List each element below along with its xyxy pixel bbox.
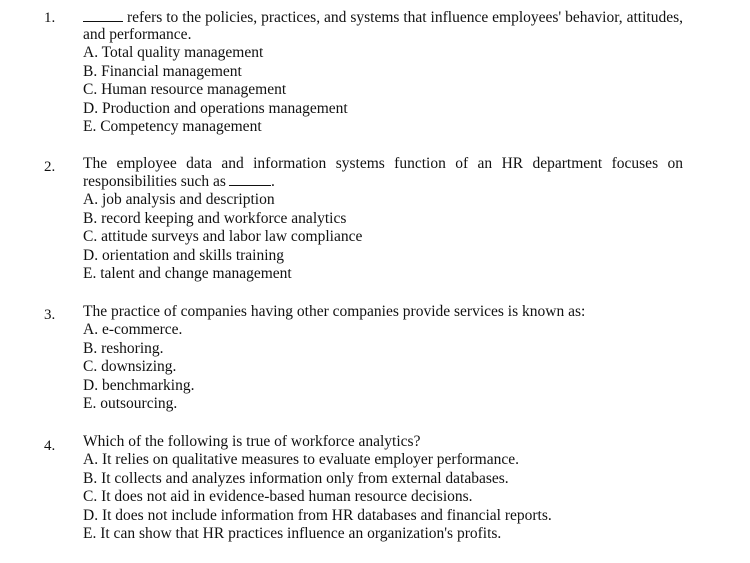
question-number: 3. (44, 307, 56, 323)
option-c[interactable]: C. It does not aid in evidence-based human resource decisions. (83, 488, 473, 505)
question-body (83, 433, 683, 544)
answer-blank (229, 172, 271, 186)
option-a[interactable]: A. e-commerce. (83, 321, 183, 338)
option-c[interactable]: C. attitude surveys and labor law compliance (83, 228, 363, 245)
question-body (83, 303, 683, 414)
question-stem: refers to the policies, practices, and systems that influence employees' behavior, attitudes, and performance. (83, 9, 683, 43)
answer-blank (83, 8, 123, 22)
option-b[interactable]: B. record keeping and workforce analytics (83, 209, 347, 227)
option-b[interactable]: B. It collects and analyzes information only from external databases. (83, 469, 509, 487)
option-a[interactable]: A. Total quality management (83, 44, 264, 61)
option-b[interactable]: B. Financial management (83, 62, 242, 80)
option-c[interactable]: C. downsizing. (83, 358, 177, 375)
question-stem: The practice of companies having other companies provide services is known as: (83, 303, 586, 320)
option-d[interactable]: D. It does not include information from HR databases and financial reports. (83, 506, 552, 524)
option-e[interactable]: E. outsourcing. (83, 395, 178, 412)
option-a[interactable]: A. It relies on qualitative measures to evaluate employer performance. (83, 451, 519, 468)
question-stem: Which of the following is true of workforce analytics? (83, 433, 421, 450)
question-body (83, 8, 683, 137)
question-number: 2. (44, 159, 56, 175)
option-c[interactable]: C. Human resource management (83, 81, 287, 98)
question-number: 4. (44, 438, 56, 454)
option-a[interactable]: A. job analysis and description (83, 191, 275, 208)
option-e[interactable]: E. Competency management (83, 118, 262, 135)
question-body (83, 155, 683, 284)
option-e[interactable]: E. It can show that HR practices influence an organization's profits. (83, 525, 502, 542)
question-stem: The employee data and information systems function of an HR department focuses on responsibilities such as . (83, 155, 683, 190)
option-d[interactable]: D. Production and operations management (83, 99, 348, 117)
question-number: 1. (44, 10, 56, 26)
option-e[interactable]: E. talent and change management (83, 265, 292, 282)
option-d[interactable]: D. benchmarking. (83, 376, 195, 394)
option-b[interactable]: B. reshoring. (83, 339, 164, 357)
option-d[interactable]: D. orientation and skills training (83, 246, 285, 264)
